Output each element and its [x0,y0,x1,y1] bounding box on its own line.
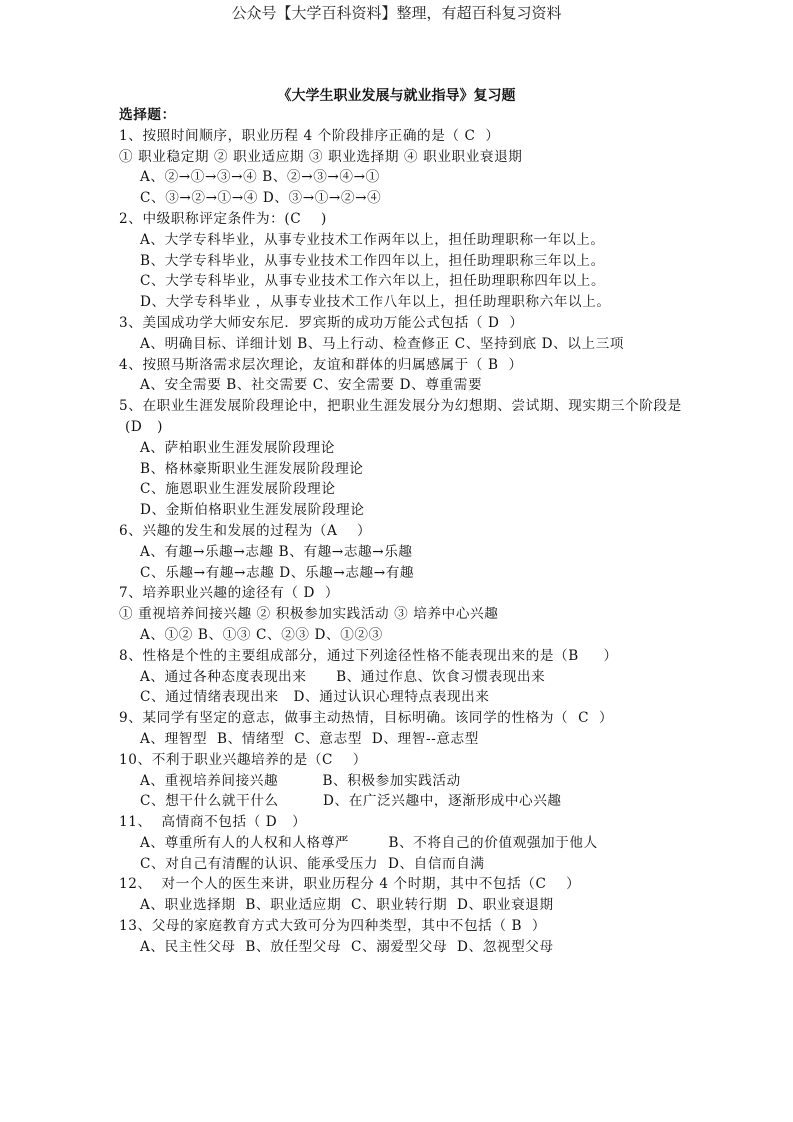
question-5-answer: (D ) [125,418,164,435]
question-1-items: ① 职业稳定期 ② 职业适应期 ③ 职业选择期 ④ 职业职业衰退期 [119,148,523,165]
question-2: 2、中级职称评定条件为：(C ) [119,210,327,227]
question-2-option-d: D、大学专科毕业 ，从事专业技术工作八年以上，担任助理职称六年以上。 [140,294,611,311]
section-heading: 选择题： [119,107,176,123]
question-10-options: A、重视培养间接兴趣 B、积极参加实践活动 [140,772,461,789]
question-3-options: A、明确目标、详细计划 B、马上行动、检查修正 C、坚持到底 D、以上三项 [140,335,625,352]
document-title: 《大学生职业发展与就业指导》复习题 [277,88,516,104]
question-4-options: A、安全需要 B、社交需要 C、安全需要 D、尊重需要 [140,377,483,394]
page-header-watermark: 公众号【大学百科资料】整理，有超百科复习资料 [231,4,562,22]
question-6: 6、兴趣的发生和发展的过程为（A ） [119,522,372,539]
question-2-option-a: A、大学专科毕业，从事专业技术工作两年以上，担任助理职称一年以上。 [140,231,605,248]
document-body [119,105,719,958]
question-6-options: C、乐趣→有趣→志趣 D、乐趣→志趣→有趣 [140,564,415,581]
question-8: 8、性格是个性的主要组成部分，通过下列途径性格不能表现出来的是（B ） [119,647,618,664]
question-12: 12、 对一个人的医生来讲，职业历程分 4 个时期，其中不包括（C ） [119,876,581,893]
question-5: 5、在职业生涯发展阶段理论中，把职业生涯发展分为幻想期、尝试期、现实期三个阶段是 [119,398,682,415]
question-1-options: C、③→②→①→④ D、③→①→②→④ [140,190,382,207]
question-7: 7、培养职业兴趣的途径有（ D ） [119,585,340,602]
question-8-options: A、通过各种态度表现出来 B、通过作息、饮食习惯表现出来 [140,668,546,685]
question-13-options: A、民主性父母 B、放任型父母 C、溺爱型父母 D、忽视型父母 [140,938,554,955]
question-2-option-b: B、大学专科毕业，从事专业技术工作四年以上，担任助理职称三年以上。 [140,252,605,269]
question-4: 4、按照马斯洛需求层次理论，友谊和群体的归属感属于（ B ） [119,356,523,373]
question-9-options: A、理智型 B、情绪型 C、意志型 D、理智--意志型 [140,730,479,747]
question-1: 1、按照时间顺序，职业历程 4 个阶段排序正确的是（ C ） [119,127,500,144]
question-12-options: A、职业选择期 B、职业适应期 C、职业转行期 D、职业衰退期 [140,897,554,914]
question-10: 10、不利于职业兴趣培养的是（C ） [119,751,367,768]
question-10-options: C、想干什么就干什么 D、在广泛兴趣中，逐渐形成中心兴趣 [140,793,562,810]
question-11: 11、 高情商不包括（ D ） [119,814,307,831]
question-7-items: ① 重视培养间接兴趣 ② 积极参加实践活动 ③ 培养中心兴趣 [119,606,499,623]
question-11-options: C、对自己有清醒的认识、能承受压力 D、自信而自满 [140,855,485,872]
question-3: 3、美国成功学大师安东尼．罗宾斯的成功万能公式包括（ D ） [119,314,524,331]
question-1-options: A、②→①→③→④ B、②→③→④→① [140,169,380,186]
question-5-option-b: B、格林豪斯职业生涯发展阶段理论 [140,460,364,477]
question-5-option-d: D、金斯伯格职业生涯发展阶段理论 [140,502,365,519]
question-5-option-a: A、萨柏职业生涯发展阶段理论 [140,439,335,456]
question-8-options: C、通过情绪表现出来 D、通过认识心理特点表现出来 [140,689,490,706]
question-13: 13、父母的家庭教育方式大致可分为四种类型，其中不包括（ B ） [119,918,547,935]
question-11-options: A、尊重所有人的人权和人格尊严 B、不将自己的价值观强加于他人 [140,834,598,851]
question-5-option-c: C、施恩职业生涯发展阶段理论 [140,481,336,498]
question-7-options: A、①② B、①③ C、②③ D、①②③ [140,626,383,643]
question-6-options: A、有趣→乐趣→志趣 B、有趣→志趣→乐趣 [140,543,413,560]
question-9: 9、某同学有坚定的意志，做事主动热情，目标明确。该同学的性格为（ C ） [119,710,614,727]
question-2-option-c: C、大学专科毕业，从事专业技术工作六年以上，担任助理职称四年以上。 [140,273,606,290]
